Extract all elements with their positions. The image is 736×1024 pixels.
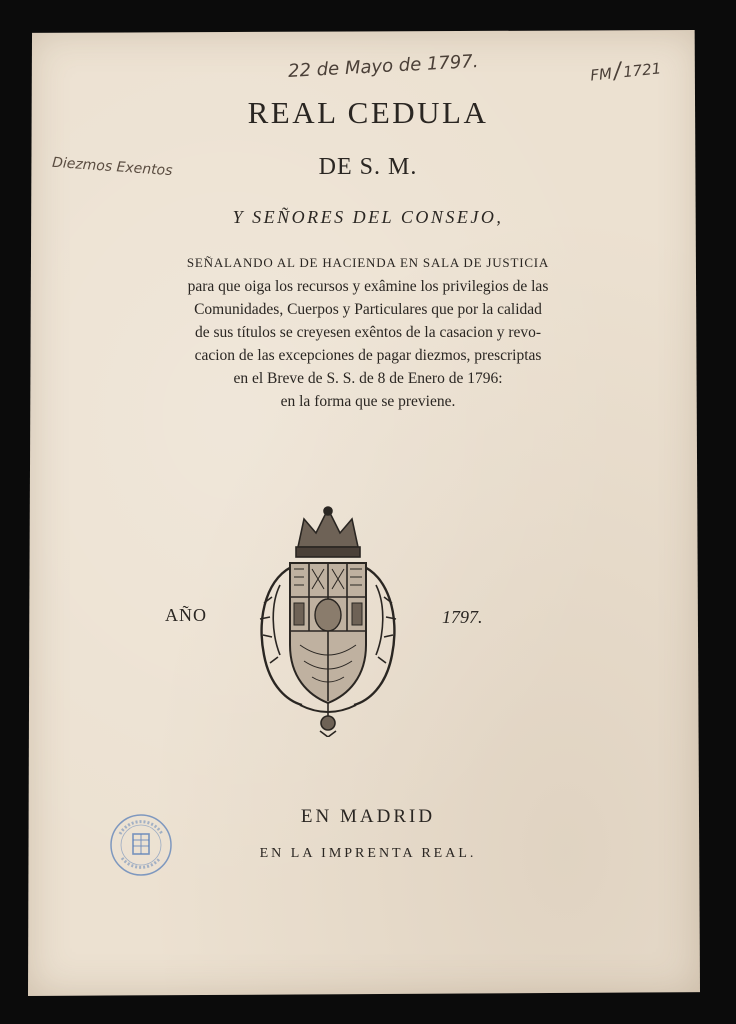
document-subtitle-council: Y SEÑORES DEL CONSEJO,	[232, 207, 504, 227]
handwritten-reference: FM/1721	[589, 58, 663, 85]
royal-coat-of-arms-icon	[250, 505, 406, 737]
library-stamp-icon	[108, 812, 174, 878]
reference-number: 1721	[622, 59, 663, 82]
summary-line: en la forma que se previene.	[280, 393, 456, 410]
document-title: REAL CEDULA	[247, 95, 489, 130]
year-label: AÑO	[165, 605, 207, 625]
reference-prefix: FM	[589, 64, 613, 85]
handwritten-date: 22 de Mayo de 1797.	[287, 51, 479, 82]
summary-line: SEÑALANDO AL DE HACIENDA EN SALA DE JUSTICIA	[186, 255, 550, 270]
summary-line: cacion de las excepciones de pagar diezmos, prescriptas	[194, 347, 542, 364]
document-subtitle: DE S. M.	[318, 154, 418, 180]
imprint-press: EN LA IMPRENTA REAL.	[259, 846, 477, 861]
summary-line: Comunidades, Cuerpos y Particulares que por la calidad	[194, 301, 542, 318]
imprint-city: EN MADRID	[300, 806, 436, 827]
summary-line: para que oiga los recursos y exâmine los privilegios de las	[187, 278, 549, 295]
summary-line: de sus títulos se creyesen exêntos de la casacion y revo-	[194, 324, 542, 341]
summary-line: en el Breve de S. S. de 8 de Enero de 1796:	[233, 370, 503, 387]
year-value: 1797.	[442, 607, 483, 627]
handwritten-margin-note: Diezmos Exentos	[51, 154, 173, 180]
